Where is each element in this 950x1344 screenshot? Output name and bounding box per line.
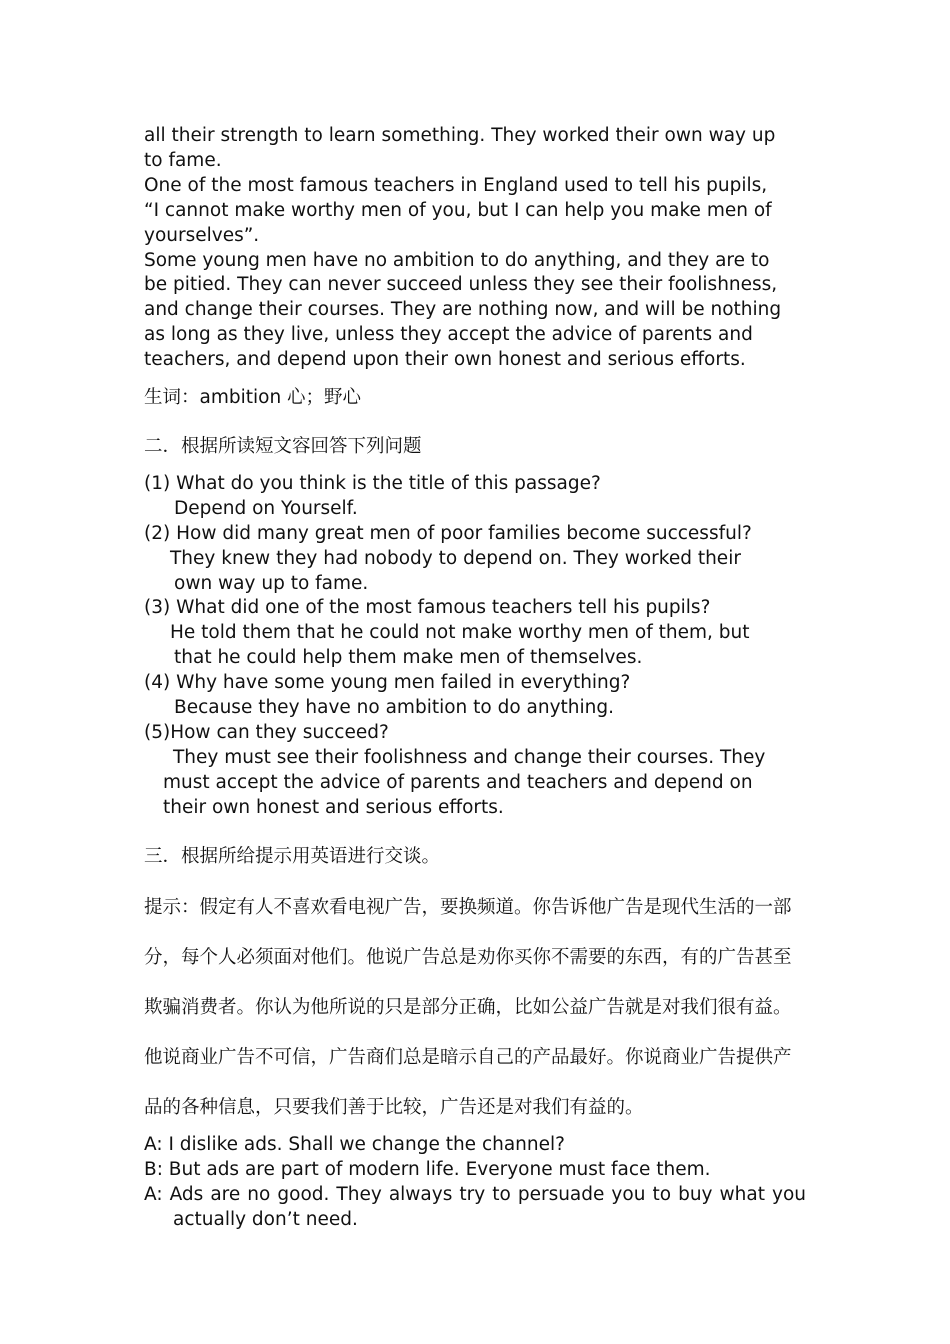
text-line: Some young men have no ambition to do anything, and they are to — [144, 249, 770, 271]
answer-line: They must see their foolishness and change their courses. They — [173, 746, 766, 768]
question-3: (3) What did one of the most famous teachers tell his pupils? — [144, 597, 711, 619]
question-4: (4) Why have some young men failed in everything? — [144, 672, 631, 694]
hint-line: 品的各种信息，只要我们善于比较，广告还是对我们有益的。 — [144, 1097, 644, 1119]
section-2-heading: 二．根据所读短文容回答下列问题 — [144, 435, 422, 457]
text-line: One of the most famous teachers in England used to tell his pupils, — [144, 174, 768, 196]
answer-2 — [144, 547, 806, 597]
question-5: (5)How can they succeed? — [144, 721, 389, 743]
vocabulary-note: 生词：ambition 心；野心 — [144, 387, 362, 409]
text-line: yourselves”. — [144, 224, 260, 246]
document-page — [144, 124, 806, 1233]
hint-paragraph — [144, 883, 806, 1133]
text-line: all their strength to learn something. They worked their own way up — [144, 125, 776, 146]
dialog-line-b1: B: But ads are part of modern life. Everyone must face them. — [144, 1159, 711, 1181]
answer-line: They knew they had nobody to depend on. They worked their — [170, 547, 741, 569]
qa-list — [144, 472, 806, 821]
hint-line: 分，每个人必须面对他们。他说广告总是劝你买你不需要的东西，有的广告甚至 — [144, 947, 792, 969]
answer-line: He told them that he could not make worthy men of them, but — [170, 622, 750, 644]
dialog-line-a2: A: Ads are no good. They always try to persuade you to buy what you actually don’t need. — [144, 1184, 806, 1231]
passage-paragraph-1 — [144, 124, 806, 174]
text-line: “I cannot make worthy men of you, but I can help you make men of — [144, 199, 772, 221]
hint-line: 欺骗消费者。你认为他所说的只是部分正确，比如公益广告就是对我们很有益。 — [144, 997, 792, 1019]
answer-line: their own honest and serious efforts. — [163, 796, 504, 818]
passage-paragraph-2 — [144, 174, 806, 249]
text-line: and change their courses. They are nothing now, and will be nothing — [144, 299, 782, 321]
text-line: teachers, and depend upon their own honest and serious efforts. — [144, 349, 746, 371]
text-line: be pitied. They can never succeed unless they see their foolishness, — [144, 274, 778, 296]
dialog — [144, 1133, 806, 1233]
question-1: (1) What do you think is the title of this passage? — [144, 472, 601, 494]
answer-line: must accept the advice of parents and teachers and depend on — [163, 771, 753, 793]
answer-line: that he could help them make men of themselves. — [174, 647, 643, 669]
dialog-line-a1: A: I dislike ads. Shall we change the channel? — [144, 1134, 565, 1156]
hint-line: 提示：假定有人不喜欢看电视广告，要换频道。你告诉他广告是现代生活的一部 — [144, 897, 792, 919]
text-line: to fame. — [144, 149, 222, 171]
answer-4: Because they have no ambition to do anything. — [174, 697, 615, 719]
section-3-heading: 三．根据所给提示用英语进行交谈。 — [144, 845, 441, 867]
answer-line: own way up to fame. — [174, 572, 369, 594]
hint-line: 他说商业广告不可信，广告商们总是暗示自己的产品最好。你说商业广告提供产 — [144, 1047, 792, 1069]
question-2: (2) How did many great men of poor families become successful? — [144, 522, 752, 544]
answer-3 — [144, 621, 806, 671]
text-line: as long as they live, unless they accept the advice of parents and — [144, 324, 753, 346]
answer-1: Depend on Yourself. — [174, 497, 358, 519]
passage-paragraph-3 — [144, 249, 806, 374]
answer-5 — [144, 746, 806, 821]
